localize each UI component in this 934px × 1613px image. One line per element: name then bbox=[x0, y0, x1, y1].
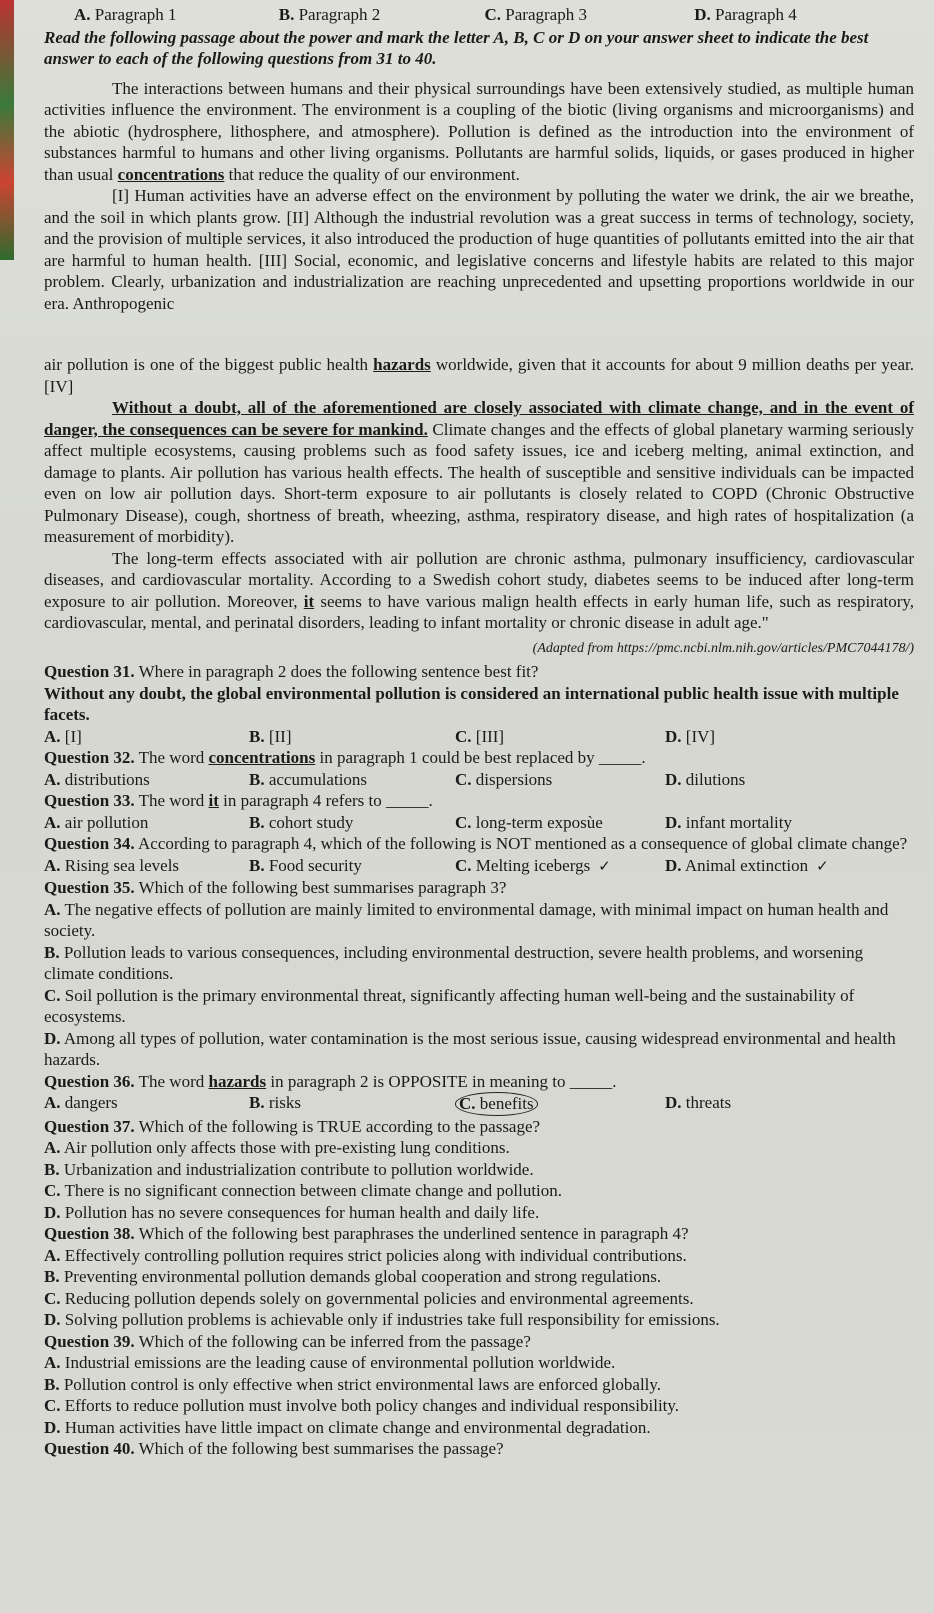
option-a[interactable]: A. [I] bbox=[44, 726, 82, 746]
underlined-sentence: Without a doubt, all of the aforementioned are closely associated with climate change, and in the event of danger, the consequences can be severe for mankind. bbox=[44, 398, 914, 439]
option-a[interactable]: A. dangers bbox=[44, 1093, 118, 1112]
option-b[interactable]: B. Pollution leads to various consequences, including environmental destruction, severe health problems, and worsening climate conditions. bbox=[44, 942, 864, 983]
worksheet-content bbox=[44, 4, 914, 1460]
passage-paragraph-2: [I] Human activities have an adverse effect on the environment by polluting the water we drink, the air we breathe, and the soil in which plants grow. [II] Although the industrial revolution was a great success in terms of technology, society, and the provision of multiple services, it also introduced the production of huge quantities of pollutants emitted into the air that are harmful to human health. [III] Social, economic, and legislative concerns and lifestyle habits are related to this major problem. Clearly, urbanization and industrialization are reaching unprecedented and upsetting proportions worldwide in our era. Anthropogenic bbox=[44, 186, 914, 313]
option-c[interactable] bbox=[455, 1092, 665, 1116]
option-a[interactable]: A. Industrial emissions are the leading cause of environmental pollution worldwide. bbox=[44, 1353, 616, 1372]
option-b[interactable]: B. Preventing environmental pollution demands global cooperation and strong regulations. bbox=[44, 1267, 662, 1286]
passage-paragraph-3: Without a doubt, all of the aforementioned are closely associated with climate change, and in the event of danger, the consequences can be severe for mankind. Climate changes and the effects of global planetary warming seriously affect multiple ecosystems, causing problems such as food safety issues, ice and iceberg melting, animal extinction, and damage to plants. Air pollution has various health effects. The health of susceptible and sensitive individuals can be impacted even on low air pollution days. Short-term exposure to air pollutants is closely related to COPD (Chronic Obstructive Pulmonary Disease), cough, shortness of breath, wheezing, asthma, respiratory disease, and high rates of hospitalization (a measurement of morbidity). bbox=[44, 398, 914, 546]
option-d[interactable]: D. dilutions bbox=[665, 769, 746, 789]
question-34: Question 34. According to paragraph 4, which of the following is NOT mentioned as a consequence of global climate change? bbox=[44, 834, 908, 853]
option-d[interactable]: D. Among all types of pollution, water contamination is the most serious issue, causing widespread environmental and health hazards. bbox=[44, 1028, 896, 1069]
option-c[interactable]: C. Melting icebergs ✓ bbox=[455, 855, 665, 878]
question-34-options bbox=[44, 855, 914, 878]
option-d[interactable]: D. Animal extinction ✓ bbox=[665, 855, 885, 878]
option-d[interactable]: D. Pollution has no severe consequences for human health and daily life. bbox=[44, 1202, 540, 1222]
question-36-options bbox=[44, 1092, 914, 1116]
question-40: Question 40. Which of the following best summarises the passage? bbox=[44, 1439, 504, 1458]
option-a[interactable]: A. air pollution bbox=[44, 812, 149, 832]
keyword-it: it bbox=[303, 591, 315, 611]
prev-option-b: B. Paragraph 2 bbox=[278, 5, 381, 24]
option-b[interactable]: B. Pollution control is only effective when strict environmental laws are enforced globally. bbox=[44, 1374, 662, 1394]
checkmark-icon: ✓ bbox=[816, 856, 829, 875]
question-35: Question 35. Which of the following best summarises paragraph 3? bbox=[44, 878, 507, 897]
option-b[interactable]: B. risks bbox=[249, 1093, 301, 1112]
question-38: Question 38. Which of the following best paraphrases the underlined sentence in paragraph 4? bbox=[44, 1224, 689, 1243]
option-b[interactable]: B. cohort study bbox=[249, 812, 354, 832]
option-a[interactable]: A. distributions bbox=[44, 769, 150, 789]
checkmark-icon: ✓ bbox=[598, 856, 611, 875]
option-b[interactable]: B. Food security bbox=[249, 855, 362, 875]
question-36: Question 36. The word hazards in paragraph 2 is OPPOSITE in meaning to _____. bbox=[44, 1071, 617, 1091]
question-32-options bbox=[44, 769, 914, 791]
option-c[interactable]: C. Reducing pollution depends solely on governmental policies and environmental agreements. bbox=[44, 1288, 694, 1308]
option-d[interactable]: D. Solving pollution problems is achievable only if industries take full responsibility for emissions. bbox=[44, 1310, 720, 1329]
option-d[interactable]: D. [IV] bbox=[665, 726, 716, 746]
question-33-options bbox=[44, 812, 914, 834]
option-a[interactable]: A. Air pollution only affects those with pre-existing lung conditions. bbox=[44, 1138, 510, 1157]
circled-answer: C. benefits bbox=[455, 1092, 538, 1116]
option-c[interactable]: C. There is no significant connection between climate change and pollution. bbox=[44, 1181, 563, 1200]
passage-source: (Adapted from https://pmc.ncbi.nlm.nih.gov/articles/PMC7044178/) bbox=[532, 640, 914, 656]
prev-option-d: D. Paragraph 4 bbox=[694, 5, 797, 24]
option-c[interactable]: C. dispersions bbox=[455, 769, 553, 789]
option-d[interactable]: D. infant mortality bbox=[665, 812, 793, 832]
option-b[interactable]: B. [II] bbox=[249, 726, 292, 746]
keyword-hazards: hazards bbox=[373, 355, 431, 374]
previous-question-options bbox=[44, 4, 914, 26]
option-c[interactable]: C. Efforts to reduce pollution must involve both policy changes and individual responsibility. bbox=[44, 1396, 680, 1415]
option-b[interactable]: B. accumulations bbox=[249, 769, 368, 789]
reading-instructions: Read the following passage about the power and mark the letter A, B, C or D on your answer sheet to indicate the best answer to each of the following questions from 31 to 40. bbox=[44, 27, 869, 68]
option-c[interactable]: C. Soil pollution is the primary environmental threat, significantly affecting human well-being and the sustainability of ecosystems. bbox=[44, 985, 855, 1026]
option-c[interactable]: C. long-term exposùe bbox=[455, 812, 603, 832]
option-b[interactable]: B. Urbanization and industrialization contribute to pollution worldwide. bbox=[44, 1159, 534, 1179]
question-39: Question 39. Which of the following can be inferred from the passage? bbox=[44, 1331, 531, 1351]
question-31-sentence: Without any doubt, the global environmental pollution is considered an international public health issue with multiple facets. bbox=[44, 683, 899, 724]
passage-paragraph-2-continued: air pollution is one of the biggest public health hazards worldwide, given that it accounts for about 9 million deaths per year. [IV] bbox=[44, 355, 914, 396]
question-31-options bbox=[44, 726, 914, 748]
photo-gap bbox=[44, 314, 914, 354]
question-33: Question 33. The word it in paragraph 4 refers to _____. bbox=[44, 791, 433, 810]
question-32: Question 32. The word concentrations in paragraph 1 could be best replaced by _____. bbox=[44, 748, 646, 767]
option-a[interactable]: A. Rising sea levels bbox=[44, 855, 180, 875]
option-c[interactable]: C. [III] bbox=[455, 726, 505, 746]
option-a[interactable]: A. The negative effects of pollution are mainly limited to environmental damage, with minimal impact on human health and society. bbox=[44, 899, 889, 940]
passage-paragraph-4: The long-term effects associated with air pollution are chronic asthma, pulmonary insufficiency, cardiovascular diseases, and cardiovascular mortality. According to a Swedish cohort study, diabetes seems to be induced after long-term exposure to air pollution. Moreover, it seems to have various malign health effects in early human life, such as respiratory, cardiovascular, mental, and perinatal disorders, leading to infant mortality or chronic disease in adult age." bbox=[44, 548, 915, 632]
prev-option-a: A. Paragraph 1 bbox=[74, 5, 177, 24]
question-31: Question 31. Where in paragraph 2 does the following sentence best fit? bbox=[44, 662, 539, 681]
prev-option-c: C. Paragraph 3 bbox=[484, 5, 587, 24]
option-d[interactable]: D. Human activities have little impact on climate change and environmental degradation. bbox=[44, 1417, 651, 1437]
keyword-concentrations: concentrations bbox=[117, 164, 225, 184]
question-37: Question 37. Which of the following is TRUE according to the passage? bbox=[44, 1116, 541, 1136]
passage-paragraph-1: The interactions between humans and their physical surroundings have been extensively studied, as multiple human activities influence the environment. The environment is a coupling of the biotic (living organisms and microorganisms) and the abiotic (hydrosphere, lithosphere, and atmosphere). Pollution is defined as the introduction into the environment of substances harmful to humans and other living organisms. Pollutants are harmful solids, liquids, or gases produced in higher than usual concentrations that reduce the quality of our environment. bbox=[44, 78, 914, 184]
page-edge-decoration bbox=[0, 0, 14, 260]
option-d[interactable]: D. threats bbox=[665, 1093, 732, 1112]
option-a[interactable]: A. Effectively controlling pollution requires strict policies along with individual contributions. bbox=[44, 1245, 687, 1265]
